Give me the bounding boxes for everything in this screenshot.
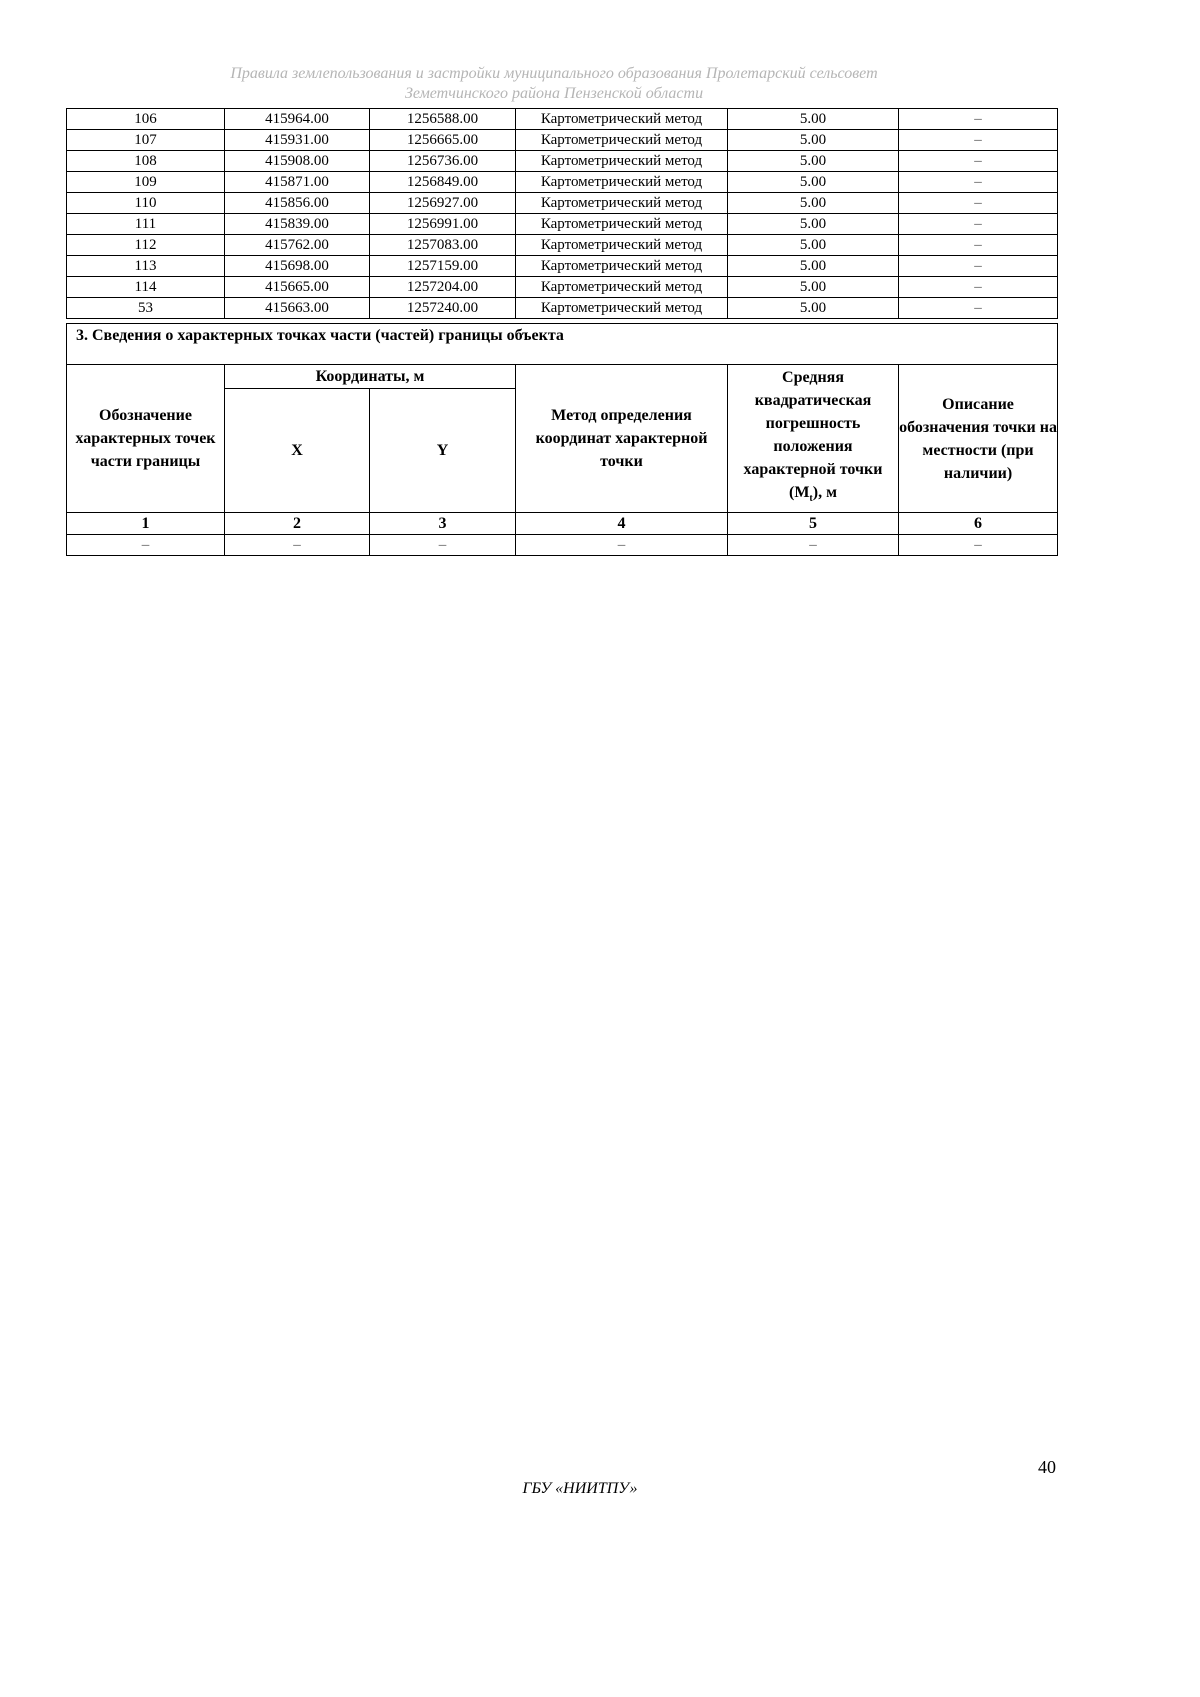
x-coordinate-cell: 415856.00 [225,193,370,214]
method-cell: Картометрический метод [516,214,728,235]
column-number: 2 [225,513,370,535]
description-cell: – [899,151,1058,172]
table-row [67,277,1058,298]
page-header [0,64,1108,104]
method-cell: Картометрический метод [516,193,728,214]
description-cell: – [899,235,1058,256]
column-number: 1 [67,513,225,535]
x-coordinate-cell: 415839.00 [225,214,370,235]
y-coordinate-cell: 1256991.00 [370,214,516,235]
section-title: 3. Сведения о характерных точках части (частей) границы объекта [67,324,1058,365]
table-row [67,256,1058,277]
table-row [67,214,1058,235]
point-cell: 53 [67,298,225,319]
table-row [67,193,1058,214]
empty-cell: – [728,535,899,556]
y-coordinate-cell: 1257083.00 [370,235,516,256]
header-error-subscript: t [809,493,813,505]
error-cell: 5.00 [728,298,899,319]
x-coordinate-cell: 415871.00 [225,172,370,193]
header-error-text: Средняя квадратическая погрешность положения характерной точки (M [743,369,883,502]
table-row [67,109,1058,130]
x-coordinate-cell: 415908.00 [225,151,370,172]
table-row [67,151,1058,172]
y-coordinate-cell: 1256736.00 [370,151,516,172]
header-line-1: Правила землепользования и застройки муниципального образования Пролетарский сельсовет [230,65,878,82]
coordinates-table-body [67,109,1058,319]
method-cell: Картометрический метод [516,256,728,277]
table-row [67,298,1058,319]
error-cell: 5.00 [728,109,899,130]
point-cell: 106 [67,109,225,130]
header-error-unit: ), м [812,484,837,502]
y-coordinate-cell: 1257204.00 [370,277,516,298]
y-coordinate-cell: 1257240.00 [370,298,516,319]
error-cell: 5.00 [728,193,899,214]
description-cell: – [899,277,1058,298]
point-cell: 111 [67,214,225,235]
page-footer: ГБУ «НИИТПУ» [522,1480,638,1497]
error-cell: 5.00 [728,151,899,172]
header-y: Y [370,389,516,513]
column-number-row [67,513,1058,535]
method-cell: Картометрический метод [516,277,728,298]
table-row [67,172,1058,193]
y-coordinate-cell: 1256849.00 [370,172,516,193]
header-method: Метод определения координат характерной точки [516,365,728,513]
header-line-2: Земетчинского района Пензенской области [404,85,704,102]
header-mean-square-error [728,365,899,513]
point-cell: 109 [67,172,225,193]
column-number: 3 [370,513,516,535]
method-cell: Картометрический метод [516,235,728,256]
x-coordinate-cell: 415762.00 [225,235,370,256]
description-cell: – [899,214,1058,235]
method-cell: Картометрический метод [516,172,728,193]
y-coordinate-cell: 1256588.00 [370,109,516,130]
description-cell: – [899,256,1058,277]
description-cell: – [899,130,1058,151]
empty-data-row [67,535,1058,556]
coordinates-table-continued [66,108,1058,319]
page-number: 40 [1038,1457,1056,1477]
y-coordinate-cell: 1257159.00 [370,256,516,277]
point-cell: 110 [67,193,225,214]
empty-cell: – [516,535,728,556]
header-designation: Обозначение характерных точек части границы [67,365,225,513]
error-cell: 5.00 [728,130,899,151]
error-cell: 5.00 [728,214,899,235]
column-number: 6 [899,513,1058,535]
x-coordinate-cell: 415931.00 [225,130,370,151]
empty-cell: – [67,535,225,556]
header-description: Описание обозначения точки на местности (при наличии) [899,365,1058,513]
x-coordinate-cell: 415698.00 [225,256,370,277]
point-cell: 114 [67,277,225,298]
point-cell: 112 [67,235,225,256]
empty-cell: – [899,535,1058,556]
empty-cell: – [370,535,516,556]
method-cell: Картометрический метод [516,298,728,319]
description-cell: – [899,298,1058,319]
x-coordinate-cell: 415665.00 [225,277,370,298]
header-coordinates: Координаты, м [225,365,516,389]
method-cell: Картометрический метод [516,151,728,172]
error-cell: 5.00 [728,277,899,298]
description-cell: – [899,172,1058,193]
description-cell: – [899,109,1058,130]
y-coordinate-cell: 1256927.00 [370,193,516,214]
point-cell: 107 [67,130,225,151]
error-cell: 5.00 [728,172,899,193]
table-row [67,130,1058,151]
column-number: 4 [516,513,728,535]
method-cell: Картометрический метод [516,130,728,151]
method-cell: Картометрический метод [516,109,728,130]
x-coordinate-cell: 415964.00 [225,109,370,130]
y-coordinate-cell: 1256665.00 [370,130,516,151]
error-cell: 5.00 [728,256,899,277]
error-cell: 5.00 [728,235,899,256]
column-number: 5 [728,513,899,535]
x-coordinate-cell: 415663.00 [225,298,370,319]
point-cell: 108 [67,151,225,172]
table-row [67,235,1058,256]
part-boundary-points-table [66,323,1058,556]
point-cell: 113 [67,256,225,277]
description-cell: – [899,193,1058,214]
header-x: X [225,389,370,513]
empty-cell: – [225,535,370,556]
